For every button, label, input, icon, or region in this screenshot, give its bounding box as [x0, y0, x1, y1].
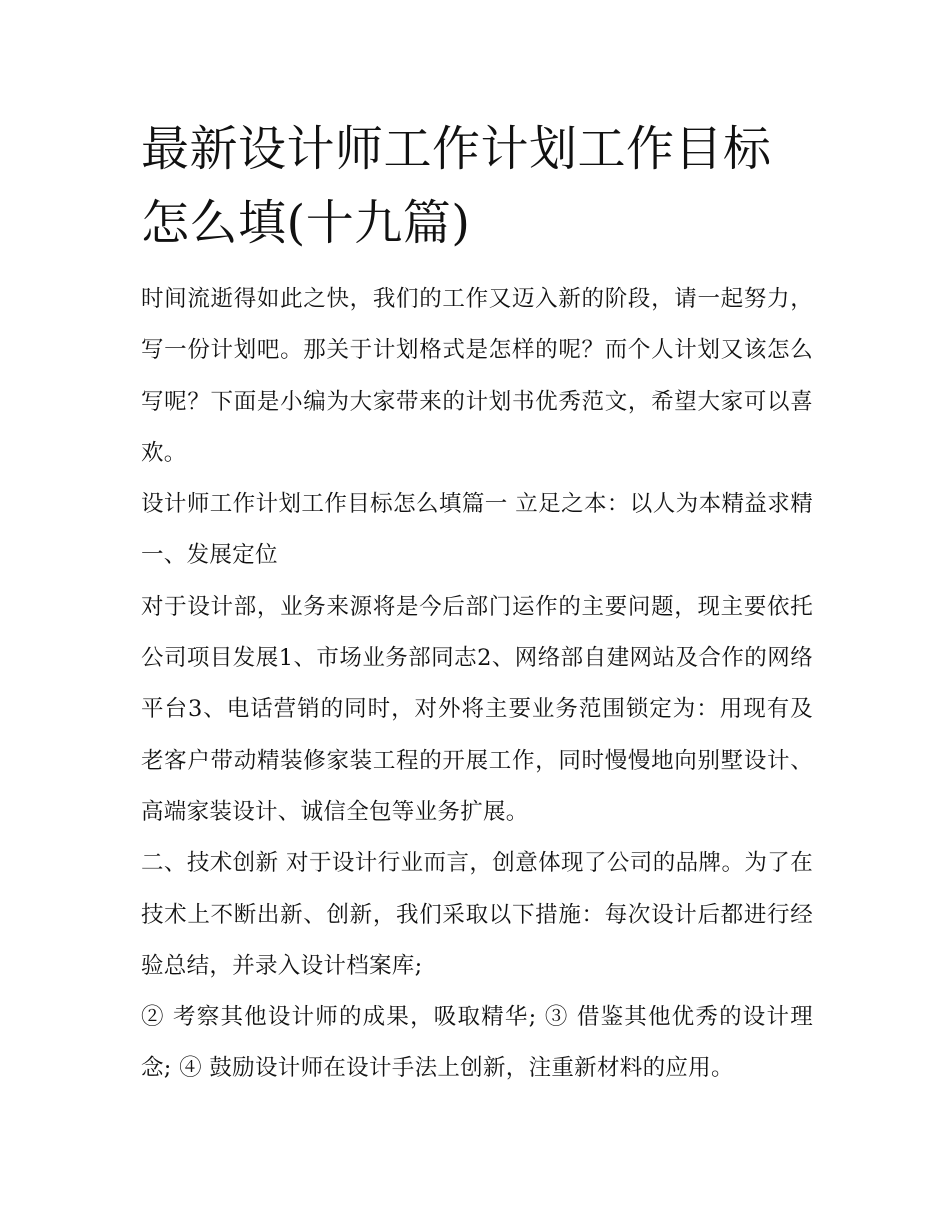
section-heading-paragraph: 设计师工作计划工作目标怎么填篇一 立足之本：以人为本精益求精 一、发展定位: [141, 491, 813, 569]
measures-paragraph: ② 考察其他设计师的成果，吸取精华; ③ 借鉴其他优秀的设计理念; ④ 鼓励设计师在设计手法上创新，注重新材料的应用。: [141, 1004, 813, 1082]
technical-innovation-paragraph: 二、技术创新 对于设计行业而言，创意体现了公司的品牌。为了在技术上不断出新、创新，我们采取以下措施：每次设计后都进行经验总结，并录入设计档案库;: [141, 850, 813, 979]
document-title: 最新设计师工作计划工作目标怎么填(十九篇): [141, 121, 772, 251]
document-body: [141, 112, 813, 1095]
intro-paragraph: 时间流逝得如此之快，我们的工作又迈入新的阶段，请一起努力，写一份计划吧。那关于计划格式是怎样的呢？而个人计划又该怎么写呢？下面是小编为大家带来的计划书优秀范文，希望大家可以喜欢。: [141, 286, 813, 466]
development-positioning-paragraph: 对于设计部，业务来源将是今后部门运作的主要问题，现主要依托公司项目发展1、市场业务部同志2、网络部自建网站及合作的网络平台3、电话营销的同时，对外将主要业务范围锁定为：用现有及老客户带动精装修家装工程的开展工作，同时慢慢地向别墅设计、高端家装设计、诚信全包等业务扩展。: [141, 593, 813, 825]
